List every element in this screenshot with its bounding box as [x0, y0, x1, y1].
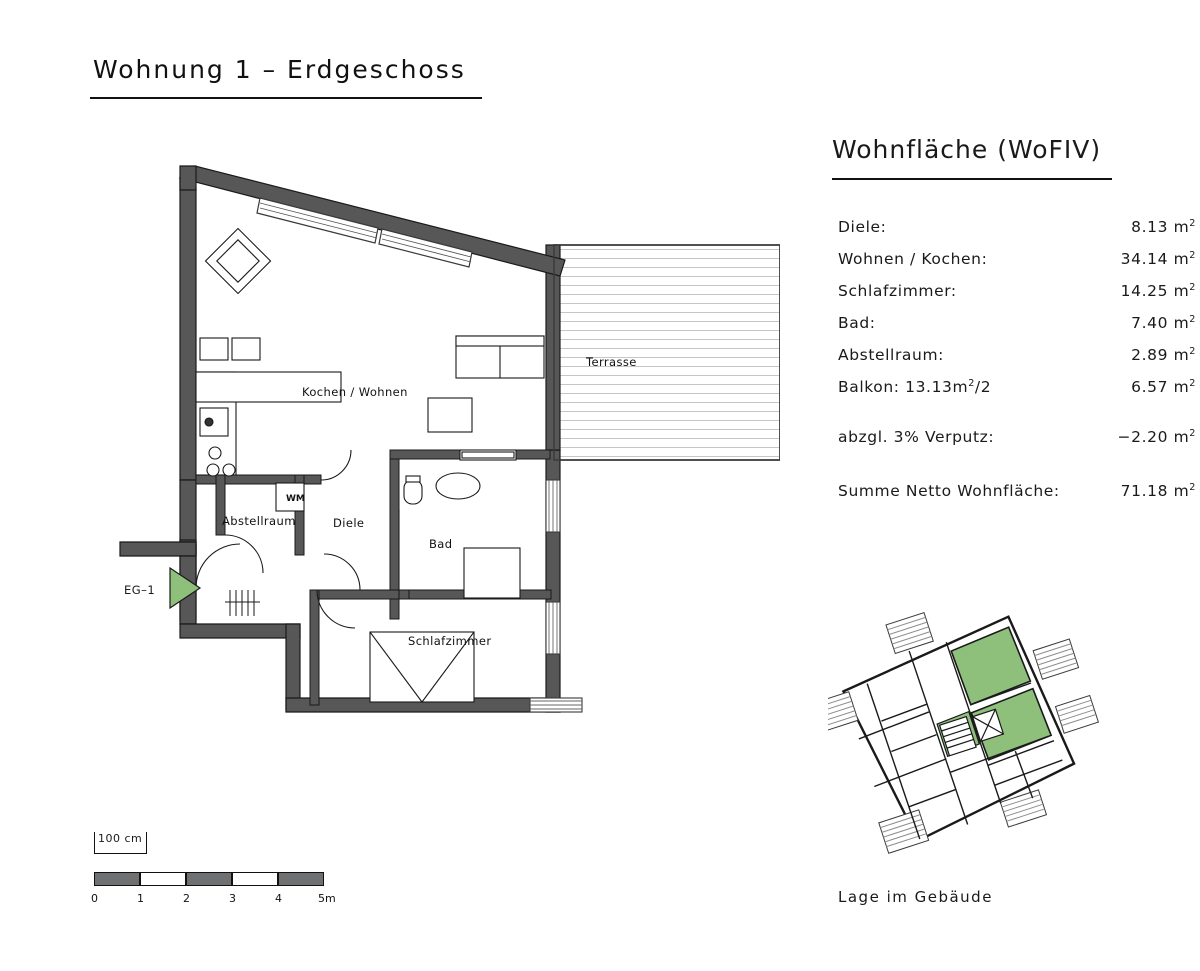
area-row-deduction — [838, 428, 1196, 454]
bath-fixtures — [399, 473, 520, 598]
area-value: 2.89 $m^2$ — [1131, 346, 1196, 365]
scale-tick-label: 0 — [91, 892, 98, 905]
area-value: 71.18 $m^2$ — [1120, 482, 1196, 501]
scale-bar-caption: 100 cm — [98, 832, 143, 845]
scale-tick-label: 4 — [275, 892, 282, 905]
area-label: Schlafzimmer: — [838, 282, 957, 300]
label-washing-machine: WM — [286, 494, 305, 504]
area-row — [838, 314, 1196, 340]
kitchen-furniture — [196, 338, 341, 476]
room-label-schlafzimmer: Schlafzimmer — [408, 634, 492, 648]
area-label: abzgl. 3% Verputz: — [838, 428, 995, 446]
area-value: 34.14 $m^2$ — [1120, 250, 1196, 269]
area-value: 6.57 $m^2$ — [1131, 378, 1196, 397]
area-value: 7.40 $m^2$ — [1131, 314, 1196, 333]
area-table-title: Wohnfläche (WoFIV) — [832, 135, 1102, 164]
area-label: Wohnen / Kochen: — [838, 250, 988, 268]
area-label: Bad: — [838, 314, 876, 332]
area-value: −2.20 $m^2$ — [1117, 428, 1196, 447]
room-label-bad: Bad — [429, 537, 453, 551]
scale-segment — [94, 872, 140, 886]
living-furniture — [428, 336, 544, 460]
entry-steps — [225, 590, 260, 616]
scale-segment — [278, 872, 324, 886]
walls — [120, 166, 565, 712]
room-label-terrasse: Terrasse — [586, 355, 637, 369]
room-label-kochen-wohnen: Kochen / Wohnen — [302, 385, 408, 399]
area-row-total — [838, 482, 1196, 508]
dining-table — [205, 228, 270, 293]
scale-tick — [146, 832, 147, 854]
area-row-balkon — [838, 378, 1196, 404]
scale-tick-label: 2 — [183, 892, 190, 905]
area-row — [838, 346, 1196, 372]
page-title: Wohnung 1 – Erdgeschoss — [93, 55, 466, 84]
area-label: Abstellraum: — [838, 346, 944, 364]
terrace-area — [554, 245, 780, 460]
building-location-plan — [828, 595, 1108, 875]
area-value: 14.25 $m^2$ — [1120, 282, 1196, 301]
scale-tick — [94, 832, 95, 854]
area-label: Balkon: $13.13m^2/2$ — [838, 378, 992, 397]
area-label: Diele: — [838, 218, 887, 236]
area-row — [838, 282, 1196, 308]
area-row — [838, 218, 1196, 244]
area-label: Summe Netto Wohnfläche: — [838, 482, 1060, 500]
room-label-diele: Diele — [333, 516, 365, 530]
location-plan-caption: Lage im Gebäude — [838, 888, 993, 906]
scale-tick-label: 5m — [318, 892, 336, 905]
scale-tick-label: 1 — [137, 892, 144, 905]
area-title-underline — [832, 178, 1112, 180]
scale-tick-label: 3 — [229, 892, 236, 905]
scale-bar — [88, 832, 338, 922]
scale-segment — [140, 872, 186, 886]
page-title-underline — [90, 97, 482, 99]
scale-segment — [232, 872, 278, 886]
scale-tick — [94, 853, 147, 854]
scale-segment — [186, 872, 232, 886]
area-value: 8.13 $m^2$ — [1131, 218, 1196, 237]
area-row — [838, 250, 1196, 276]
room-label-abstellraum: Abstellraum — [222, 514, 296, 528]
entry-marker-label: EG–1 — [124, 583, 156, 597]
floorplan-drawing — [60, 150, 780, 950]
